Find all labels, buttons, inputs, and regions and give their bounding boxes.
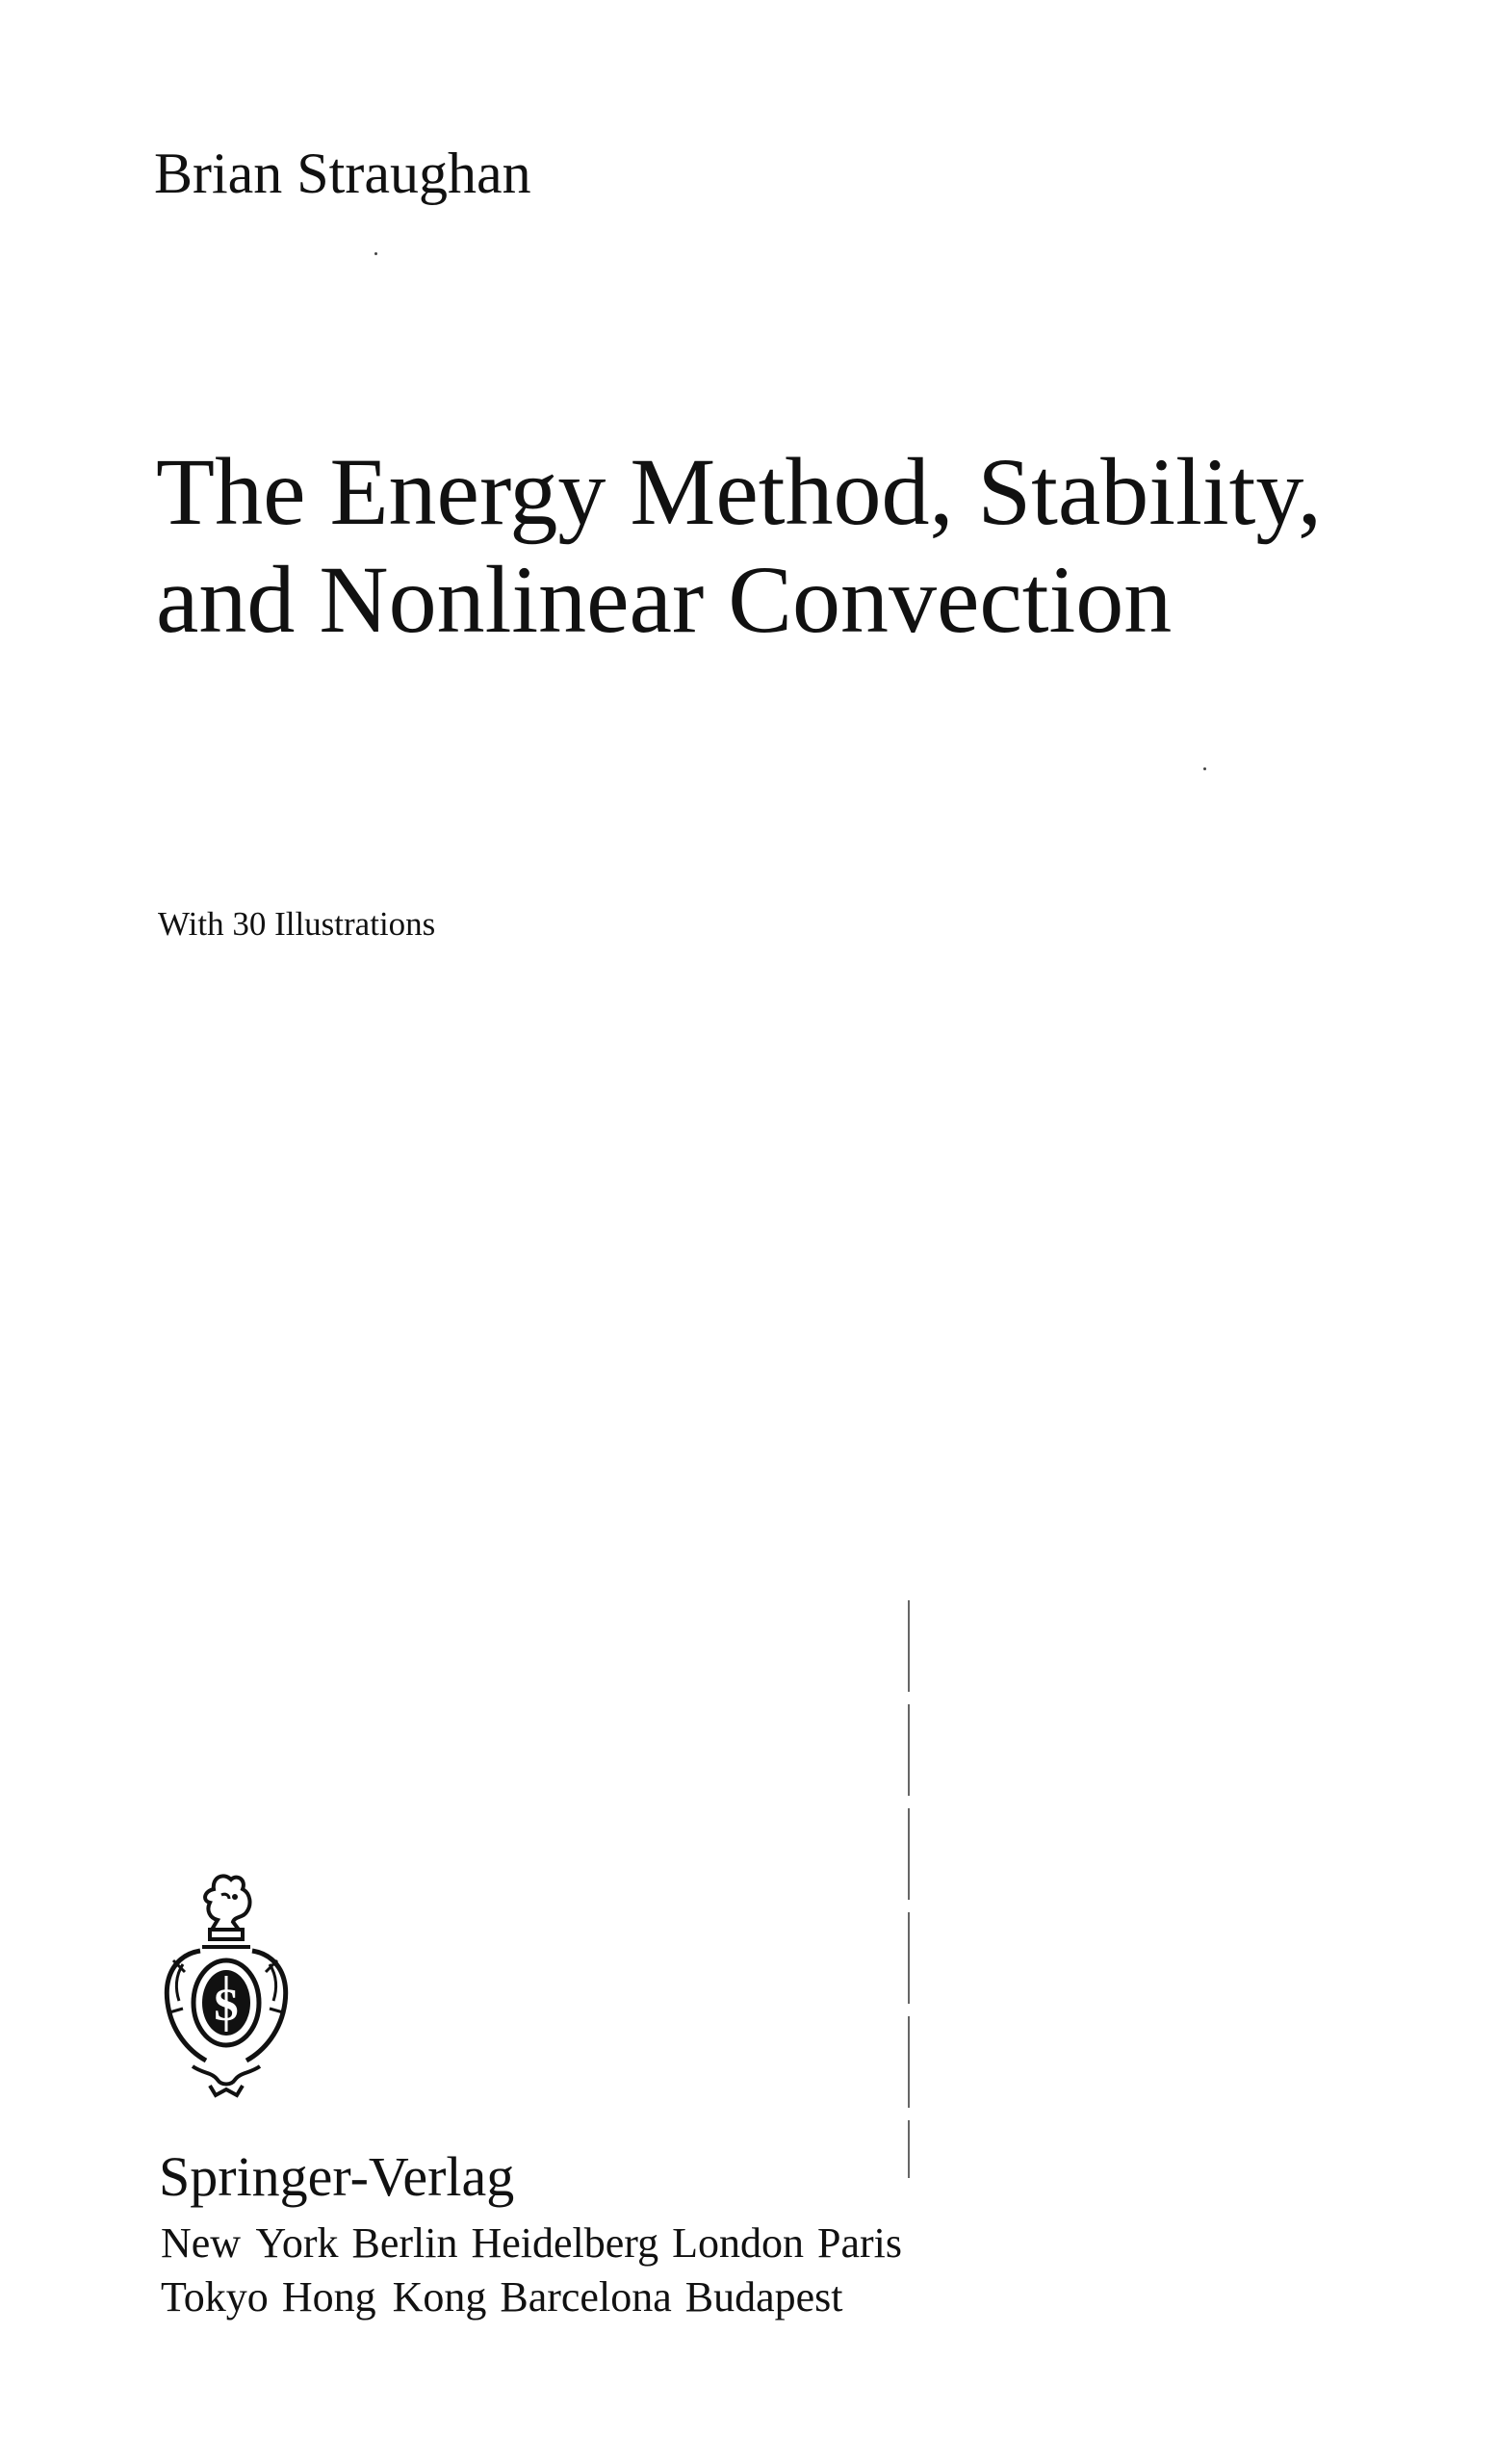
- publisher-cities-line-1: [161, 2219, 916, 2267]
- book-title-line-2: and Nonlinear Convection: [156, 546, 1173, 653]
- book-title: [156, 438, 1322, 654]
- city: New York: [161, 2219, 339, 2267]
- city: Paris: [817, 2219, 903, 2267]
- city: London: [672, 2219, 805, 2267]
- publisher-cities-line-2: [161, 2273, 856, 2321]
- city: Hong Kong: [281, 2273, 487, 2321]
- scan-speck: [374, 252, 377, 255]
- city: Barcelona: [500, 2273, 672, 2321]
- springer-knight-logo-icon: [154, 1868, 298, 2109]
- publisher-name: Springer-Verlag: [159, 2145, 515, 2208]
- city: Budapest: [684, 2273, 843, 2321]
- svg-text:S: S: [213, 1980, 240, 2031]
- scan-speck: [1203, 767, 1206, 770]
- scan-margin-line: [908, 1600, 910, 2178]
- illustrations-note: With 30 Illustrations: [158, 905, 436, 943]
- city: Heidelberg: [471, 2219, 659, 2267]
- city: Tokyo: [161, 2273, 269, 2321]
- book-title-line-1: The Energy Method, Stability,: [156, 438, 1322, 545]
- author-name: Brian Straughan: [154, 142, 531, 205]
- city: Berlin: [351, 2219, 458, 2267]
